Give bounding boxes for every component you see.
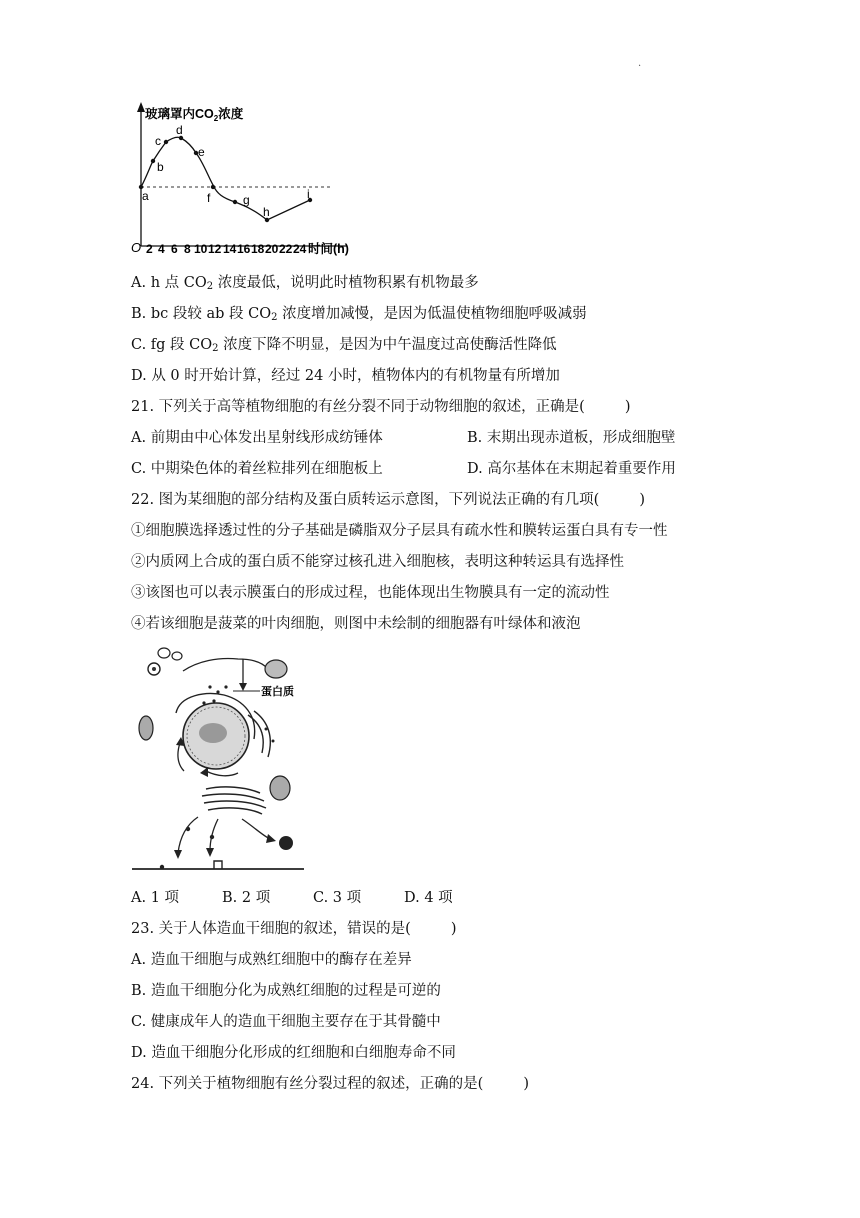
- q22-option-d: D. 4 项: [404, 890, 453, 906]
- chart-xlabel: 时间(h): [308, 242, 349, 256]
- cell-protein-transport-figure: [128, 643, 328, 878]
- q23-stem: 23. 关于人体造血干细胞的叙述，错误的是( ): [131, 921, 457, 937]
- point-g: [233, 200, 237, 204]
- tick-22: 22: [279, 242, 293, 256]
- q22-option-b: B. 2 项: [222, 890, 271, 906]
- q22-stem: 22. 图为某细胞的部分结构及蛋白质转运示意图，下列说法正确的有几项( ): [131, 492, 646, 508]
- co2-curve: [141, 137, 310, 220]
- tick-10: 10: [194, 242, 208, 256]
- label-h: h: [263, 205, 270, 219]
- q22-item-4: ④若该细胞是菠菜的叶肉细胞，则图中未绘制的细胞器有叶绿体和液泡: [131, 616, 581, 632]
- origin-label: O: [131, 240, 142, 255]
- q22-option-c: C. 3 项: [313, 890, 362, 906]
- tick-12: 12: [208, 242, 222, 256]
- q22-item-1: ①细胞膜选择透过性的分子基础是磷脂双分子层具有疏水性和膜转运蛋白具有专一性: [131, 523, 668, 539]
- y-axis-arrow: [137, 102, 145, 112]
- q23-option-b: B. 造血干细胞分化为成熟红细胞的过程是可逆的: [131, 983, 441, 999]
- tick-6: 6: [171, 242, 178, 256]
- q23-option-c: C. 健康成年人的造血干细胞主要存在于其骨髓中: [131, 1014, 441, 1030]
- label-d: d: [176, 123, 183, 137]
- q21-stem: 21. 下列关于高等植物细胞的有丝分裂不同于动物细胞的叙述，正确是( ): [131, 399, 631, 415]
- q21-option-d: D. 高尔基体在末期起着重要作用: [467, 461, 676, 477]
- label-e: e: [198, 145, 205, 159]
- tick-4: 4: [158, 242, 165, 256]
- label-i: i: [307, 187, 310, 201]
- tick-2: 2: [146, 242, 153, 256]
- chart-ylabel: 玻璃罩内$CO_2$浓度: [145, 107, 244, 123]
- label-f: f: [207, 191, 211, 205]
- q21-option-b: B. 末期出现赤道板，形成细胞壁: [467, 430, 676, 446]
- label-g: g: [243, 193, 250, 207]
- label-c: c: [155, 134, 161, 148]
- q20-option-c: C. fg 段 $CO_2$ 浓度下降不明显，是因为中午温度过高使酶活性降低: [131, 337, 557, 354]
- q20-option-a: A. h 点 $CO_2$ 浓度最低，说明此时植物积累有机物最多: [131, 275, 479, 292]
- q24-stem: 24. 下列关于植物细胞有丝分裂过程的叙述，正确的是( ): [131, 1076, 530, 1092]
- q20-option-d: D. 从 0 时开始计算，经过 24 小时，植物体内的有机物量有所增加: [131, 368, 560, 384]
- q22-item-2: ②内质网上合成的蛋白质不能穿过核孔进入细胞核，表明这种转运具有选择性: [131, 554, 624, 570]
- q23-option-a: A. 造血干细胞与成熟红细胞中的酶存在差异: [131, 952, 412, 968]
- q22-option-a: A. 1 项: [131, 890, 180, 906]
- tick-8: 8: [184, 242, 191, 256]
- tick-24: 24: [293, 242, 307, 256]
- co2-concentration-chart: [125, 98, 365, 258]
- q23-option-d: D. 造血干细胞分化形成的红细胞和白细胞寿命不同: [131, 1045, 456, 1061]
- q22-item-3: ③该图也可以表示膜蛋白的形成过程，也能体现出生物膜具有一定的流动性: [131, 585, 610, 601]
- q21-option-a: A. 前期由中心体发出星射线形成纺锤体: [131, 430, 383, 446]
- label-b: b: [157, 160, 164, 174]
- point-b: [151, 159, 155, 163]
- tick-18: 18: [251, 242, 265, 256]
- label-a: a: [142, 189, 149, 203]
- q20-option-b: B. bc 段较 ab 段 $CO_2$ 浓度增加减慢，是因为低温使植物细胞呼吸减弱: [131, 306, 587, 323]
- point-f: [211, 185, 215, 189]
- q21-option-c: C. 中期染色体的着丝粒排列在细胞板上: [131, 461, 383, 477]
- page-marker: .: [638, 58, 642, 69]
- point-c: [164, 140, 168, 144]
- tick-16: 16: [237, 242, 251, 256]
- figure-label-protein: 蛋白质: [261, 686, 294, 698]
- tick-20: 20: [265, 242, 279, 256]
- tick-14: 14: [223, 242, 237, 256]
